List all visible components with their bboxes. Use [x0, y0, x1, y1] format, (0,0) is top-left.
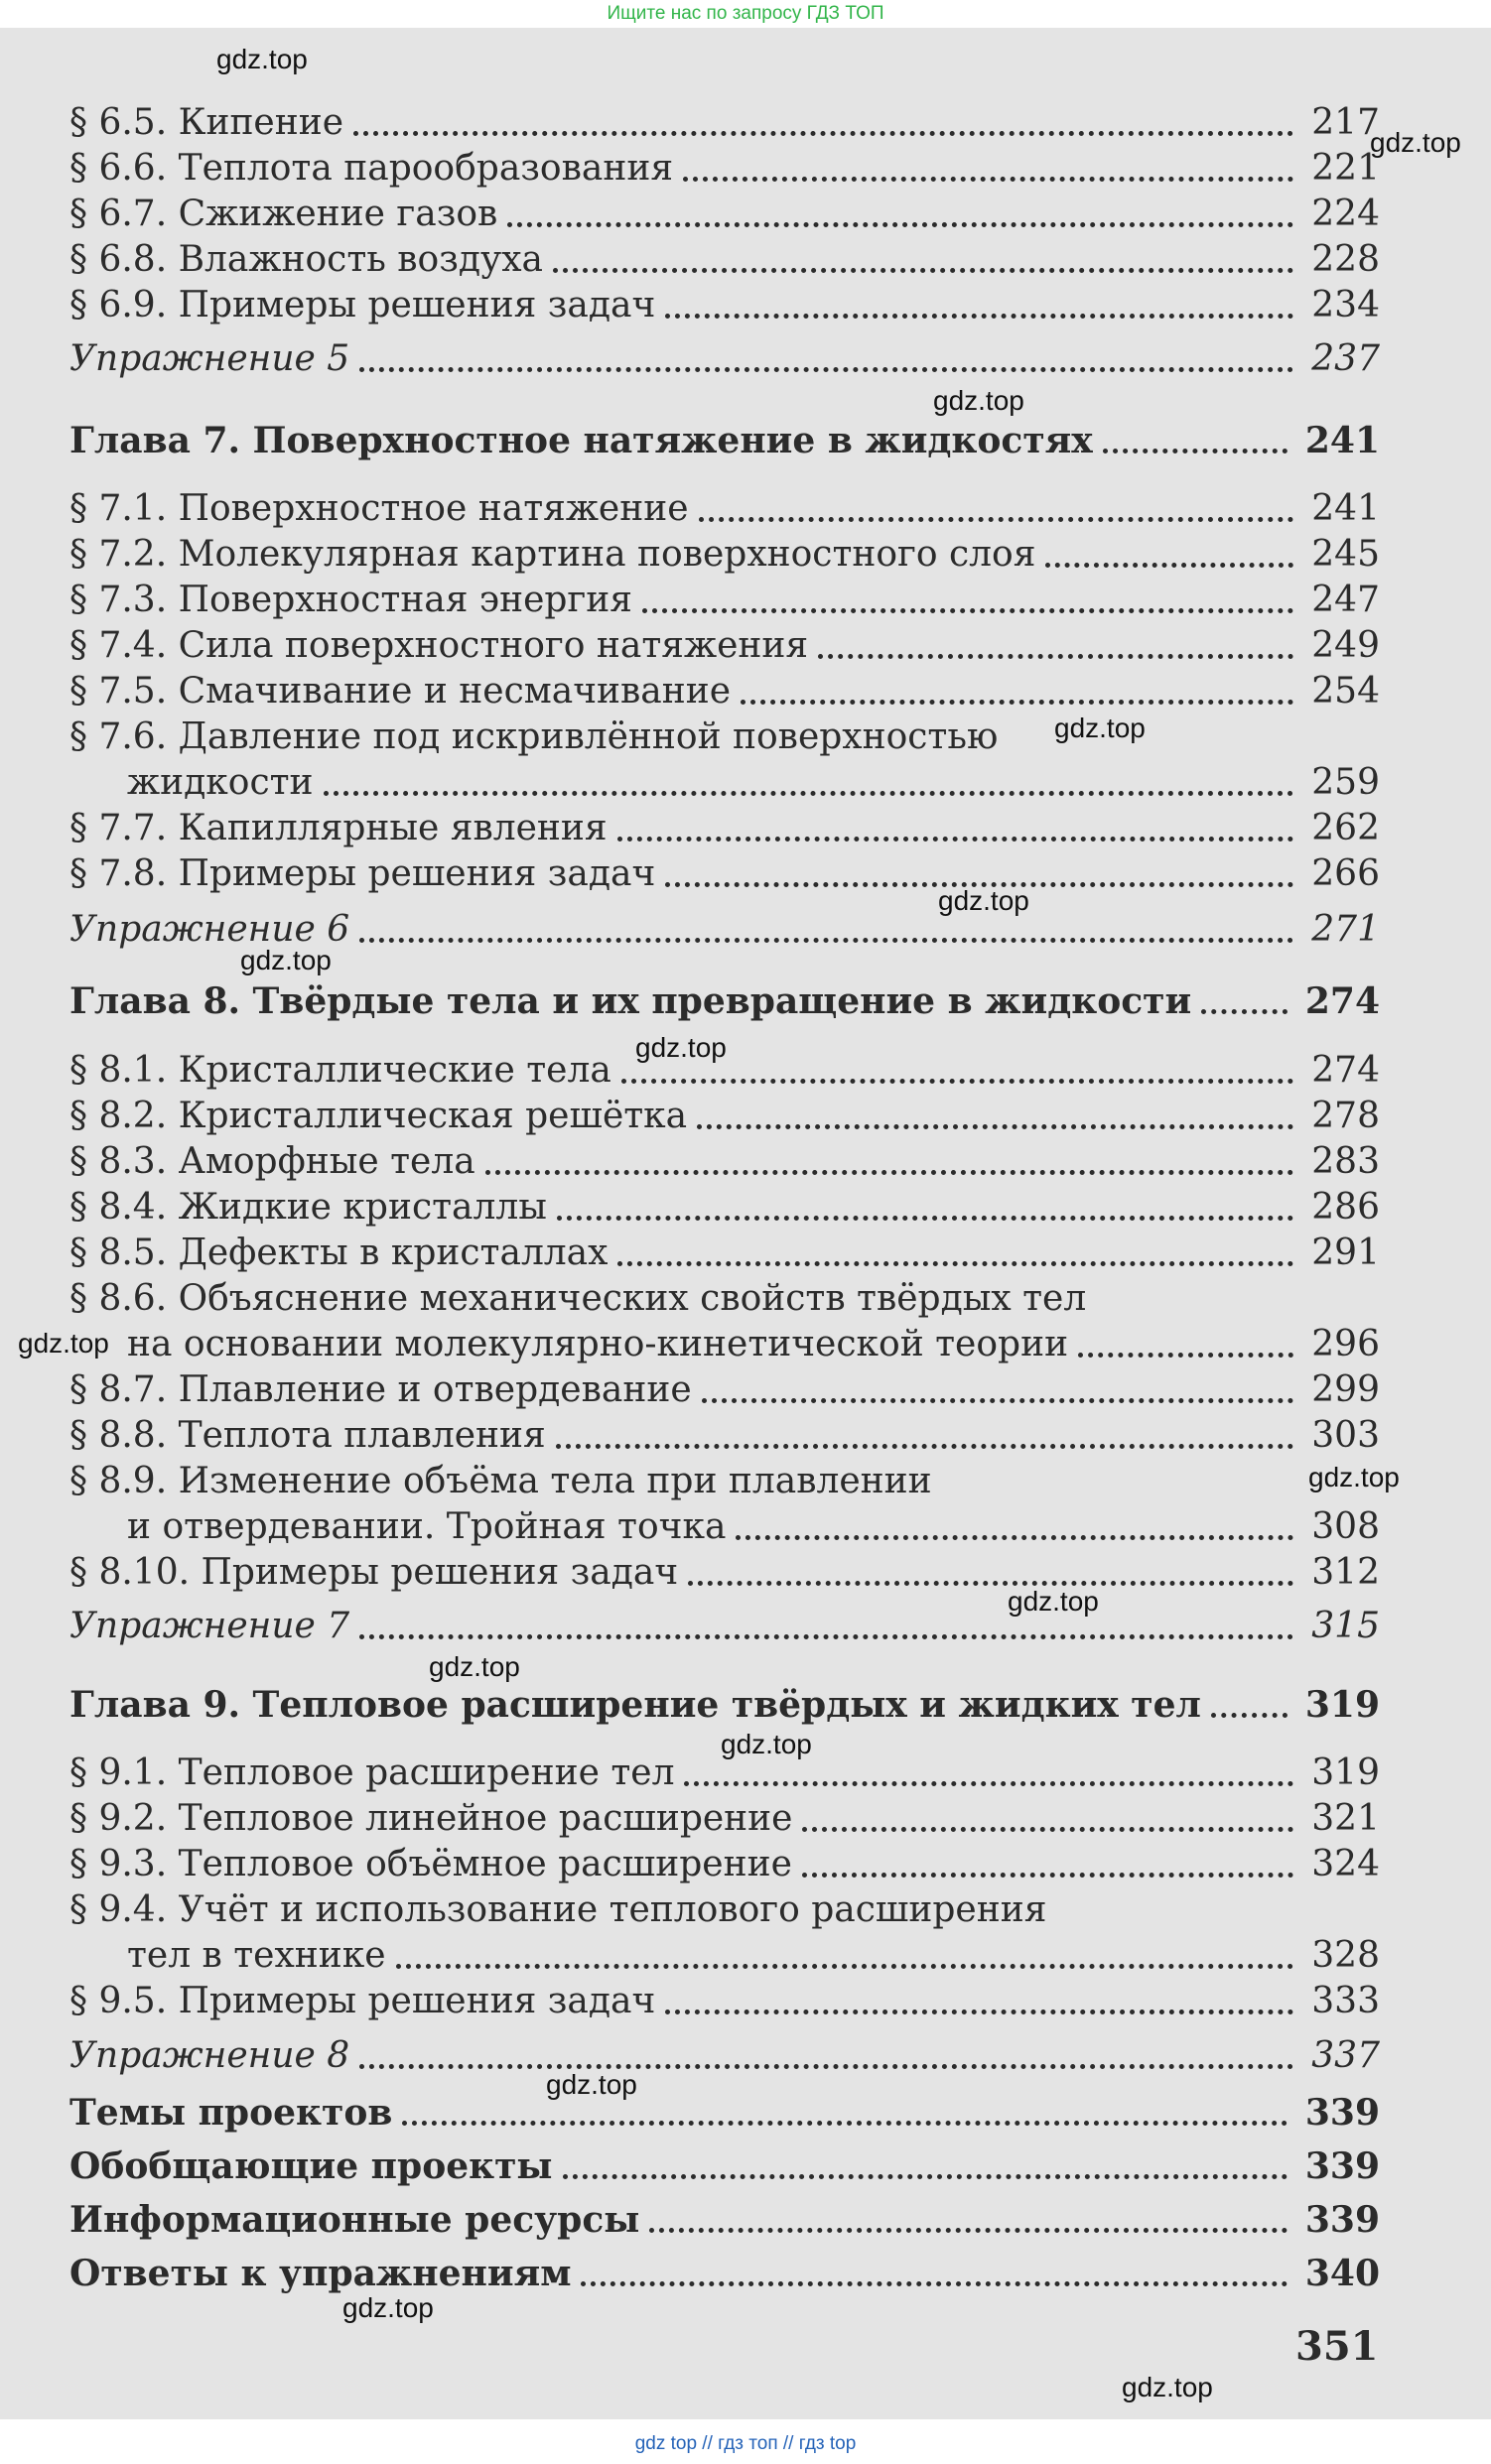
toc-page: 286 — [1311, 1187, 1380, 1228]
watermark: gdz.top — [429, 1651, 520, 1682]
toc-title: § 8.5. Дефекты в кристаллах — [69, 1232, 609, 1273]
toc-entry-continued — [127, 1933, 1380, 1979]
toc-leader-dots — [802, 1827, 1293, 1832]
toc-title: на основании молекулярно-кинетической теории — [127, 1324, 1069, 1364]
toc-page: 241 — [1311, 488, 1380, 529]
toc-title: тел в технике — [127, 1935, 386, 1976]
watermark: gdz.top — [216, 44, 308, 74]
toc-page: 247 — [1311, 580, 1380, 620]
toc-leader-dots — [1078, 1353, 1293, 1358]
toc-leader-dots — [396, 1964, 1294, 1969]
toc-page: 319 — [1311, 1752, 1380, 1793]
toc-title: Упражнение 7 — [69, 1606, 350, 1646]
toc-title: Темы проектов — [69, 2092, 393, 2134]
toc-exercise — [69, 1604, 1380, 1649]
toc-entry — [69, 192, 1380, 237]
watermark: gdz.top — [342, 2292, 434, 2323]
watermark: gdz.top — [1008, 1586, 1099, 1617]
toc-title: § 9.5. Примеры решения задач — [69, 1981, 656, 2021]
toc-page: 249 — [1311, 625, 1380, 666]
toc-page: 274 — [1304, 980, 1380, 1022]
toc-page: 245 — [1311, 534, 1380, 575]
toc-leader-dots — [684, 1781, 1293, 1786]
toc-title: Глава 9. Тепловое расширение твёрдых и жидких тел — [69, 1684, 1201, 1726]
toc-entry — [69, 578, 1380, 623]
toc-title: § 8.1. Кристаллические тела — [69, 1050, 611, 1091]
toc-leader-dots — [617, 1261, 1293, 1266]
toc-leader-dots — [802, 1873, 1293, 1878]
toc-chapter — [69, 978, 1380, 1024]
watermark: gdz.top — [1370, 127, 1461, 158]
toc-entry — [69, 1231, 1380, 1276]
toc-entry — [69, 237, 1380, 283]
toc-title: § 6.6. Теплота парообразования — [69, 148, 674, 189]
toc-chapter — [69, 418, 1380, 463]
toc-leader-dots — [649, 2228, 1287, 2233]
toc-leader-dots — [1201, 1009, 1288, 1014]
toc-leader-dots — [353, 131, 1293, 136]
toc-title: § 9.3. Тепловое объёмное расширение — [69, 1844, 792, 1884]
toc-section-heading — [69, 2197, 1380, 2243]
toc-title: § 6.8. Влажность воздуха — [69, 239, 543, 280]
toc-title: Упражнение 5 — [69, 338, 350, 379]
toc-page: 324 — [1311, 1844, 1380, 1884]
toc-page: 262 — [1311, 808, 1380, 848]
toc-leader-dots — [359, 938, 1293, 943]
bottom-banner[interactable]: gdz top // гдз топ // гдз top — [634, 2433, 857, 2454]
toc-entry — [69, 623, 1380, 669]
toc-title: § 8.2. Кристаллическая решётка — [69, 1096, 688, 1136]
toc-leader-dots — [557, 1216, 1293, 1221]
toc-leader-dots — [736, 1535, 1293, 1540]
toc-entry-continued — [127, 1504, 1380, 1550]
toc-page: 224 — [1311, 194, 1380, 234]
watermark: gdz.top — [635, 1032, 727, 1063]
toc-title: § 9.2. Тепловое линейное расширение — [69, 1798, 793, 1839]
top-banner[interactable]: Ищите нас по запросу ГДЗ ТОП — [607, 3, 884, 24]
toc-page: 228 — [1311, 239, 1380, 280]
watermark: gdz.top — [933, 385, 1024, 416]
toc-title: Обобщающие проекты — [69, 2145, 553, 2187]
toc-page: 291 — [1311, 1232, 1380, 1273]
toc-page: 339 — [1304, 2145, 1380, 2187]
toc-entry — [69, 1367, 1380, 1413]
toc-leader-dots — [1103, 449, 1288, 454]
toc-title: и отвердевании. Тройная точка — [127, 1506, 727, 1547]
toc-leader-dots — [563, 2174, 1288, 2179]
toc-page: 234 — [1311, 285, 1380, 325]
toc-leader-dots — [324, 791, 1294, 796]
watermark: gdz.top — [1122, 2372, 1213, 2402]
toc-page: 217 — [1311, 102, 1380, 143]
watermark: gdz.top — [1308, 1462, 1400, 1492]
toc-page: 274 — [1311, 1050, 1380, 1091]
toc-page: 278 — [1311, 1096, 1380, 1136]
toc-leader-dots — [702, 1398, 1294, 1403]
toc-entry-title: § 8.9. Изменение объёма тела при плавлении — [69, 1461, 932, 1501]
toc-leader-dots — [818, 654, 1293, 659]
toc-page: 339 — [1304, 2199, 1380, 2241]
toc-leader-dots — [1045, 563, 1293, 568]
toc-title: § 8.10. Примеры решения задач — [69, 1552, 679, 1593]
toc-leader-dots — [699, 517, 1294, 522]
watermark: gdz.top — [18, 1328, 109, 1359]
toc-leader-dots — [485, 1170, 1294, 1175]
toc-leader-dots — [665, 2010, 1293, 2014]
toc-title: жидкости — [127, 762, 314, 803]
toc-entry — [69, 100, 1380, 146]
toc-page: 241 — [1304, 420, 1380, 461]
toc-page: 296 — [1311, 1324, 1380, 1364]
toc-entry — [69, 532, 1380, 578]
page-number: 351 — [1295, 2323, 1379, 2370]
watermark: gdz.top — [938, 885, 1029, 916]
toc-leader-dots — [402, 2121, 1287, 2126]
toc-leader-dots — [688, 1581, 1293, 1586]
toc-leader-dots — [665, 314, 1293, 319]
toc-title: § 9.1. Тепловое расширение тел — [69, 1752, 675, 1793]
toc-entry — [69, 851, 1380, 897]
toc-page: 337 — [1311, 2035, 1380, 2076]
toc-page: 237 — [1311, 338, 1380, 379]
toc-page: 340 — [1304, 2253, 1380, 2294]
toc-title: § 7.4. Сила поверхностного натяжения — [69, 625, 809, 666]
toc-entry — [69, 669, 1380, 714]
watermark: gdz.top — [546, 2069, 637, 2100]
toc-leader-dots — [697, 1124, 1293, 1129]
toc-page: 339 — [1304, 2092, 1380, 2134]
toc-page: 333 — [1311, 1981, 1380, 2021]
toc-entry — [69, 283, 1380, 328]
toc-page: 254 — [1311, 671, 1380, 712]
toc-leader-dots — [617, 837, 1294, 842]
toc-title: Глава 8. Твёрдые тела и их превращение в жидкости — [69, 980, 1192, 1022]
toc-entry — [69, 1413, 1380, 1459]
watermark: gdz.top — [240, 945, 332, 975]
toc-title: § 6.9. Примеры решения задач — [69, 285, 656, 325]
toc-entry — [69, 806, 1380, 851]
toc-title: § 7.2. Молекулярная картина поверхностного слоя — [69, 534, 1036, 575]
toc-page: 312 — [1311, 1552, 1380, 1593]
toc-page: 271 — [1311, 909, 1380, 950]
toc-entry — [69, 486, 1380, 532]
toc-exercise — [69, 336, 1380, 382]
toc-page: 259 — [1311, 762, 1380, 803]
toc-entry — [69, 1185, 1380, 1231]
toc-title: § 6.7. Сжижение газов — [69, 194, 498, 234]
toc-title: § 7.3. Поверхностная энергия — [69, 580, 632, 620]
toc-page: 315 — [1311, 1606, 1380, 1646]
toc-title: § 6.5. Кипение — [69, 102, 344, 143]
toc-title: § 7.7. Капиллярные явления — [69, 808, 608, 848]
toc-entry — [69, 1842, 1380, 1887]
toc-page: 319 — [1304, 1684, 1380, 1726]
toc-title: § 8.3. Аморфные тела — [69, 1141, 475, 1182]
toc-leader-dots — [359, 367, 1293, 372]
toc-leader-dots — [741, 700, 1293, 705]
toc-entry-continued — [127, 1322, 1380, 1367]
toc-entry — [69, 1979, 1380, 2024]
toc-title: Упражнение 8 — [69, 2035, 350, 2076]
toc-section-heading — [69, 2143, 1380, 2189]
toc-leader-dots — [556, 1444, 1294, 1449]
watermark: gdz.top — [721, 1729, 812, 1759]
toc-leader-dots — [359, 1634, 1293, 1639]
toc-leader-dots — [359, 2064, 1293, 2069]
watermark: gdz.top — [1054, 713, 1146, 743]
toc-leader-dots — [642, 608, 1293, 613]
toc-title: § 8.8. Теплота плавления — [69, 1415, 546, 1456]
toc-entry — [69, 1139, 1380, 1185]
toc-title: § 7.8. Примеры решения задач — [69, 853, 656, 894]
toc-entry — [69, 1550, 1380, 1596]
toc-entry-title: § 7.6. Давление под искривлённой поверхностью — [69, 716, 999, 757]
toc-section-heading — [69, 2251, 1380, 2296]
toc-leader-dots — [683, 177, 1293, 182]
toc-entry-title: § 8.6. Объяснение механических свойств твёрдых тел — [69, 1278, 1087, 1319]
toc-page: 266 — [1311, 853, 1380, 894]
toc-page: 321 — [1311, 1798, 1380, 1839]
toc-page: 328 — [1311, 1935, 1380, 1976]
toc-leader-dots — [1211, 1713, 1288, 1718]
toc-entry — [69, 1796, 1380, 1842]
toc-title: Упражнение 6 — [69, 909, 350, 950]
toc-page: 283 — [1311, 1141, 1380, 1182]
toc-title: § 8.7. Плавление и отвердевание — [69, 1369, 692, 1410]
toc-page: 221 — [1311, 148, 1380, 189]
toc-page: 308 — [1311, 1506, 1380, 1547]
toc-title: § 7.1. Поверхностное натяжение — [69, 488, 689, 529]
toc-title: § 7.5. Смачивание и несмачивание — [69, 671, 732, 712]
toc-exercise — [69, 2033, 1380, 2079]
toc-section-heading — [69, 2090, 1380, 2136]
toc-page: 299 — [1311, 1369, 1380, 1410]
toc-title: Информационные ресурсы — [69, 2199, 640, 2241]
toc-leader-dots — [621, 1079, 1293, 1084]
toc-title: Глава 7. Поверхностное натяжение в жидкостях — [69, 420, 1093, 461]
toc-leader-dots — [581, 2281, 1287, 2286]
toc-entry — [69, 1094, 1380, 1139]
toc-title: § 8.4. Жидкие кристаллы — [69, 1187, 547, 1228]
toc-entry-continued — [127, 760, 1380, 806]
toc-title: Ответы к упражнениям — [69, 2253, 572, 2294]
toc-entry-title: § 9.4. Учёт и использование теплового расширения — [69, 1889, 1047, 1930]
toc-chapter — [69, 1682, 1380, 1728]
toc-entry — [69, 146, 1380, 192]
toc-leader-dots — [507, 222, 1293, 227]
toc-leader-dots — [553, 268, 1293, 273]
toc-page: 303 — [1311, 1415, 1380, 1456]
